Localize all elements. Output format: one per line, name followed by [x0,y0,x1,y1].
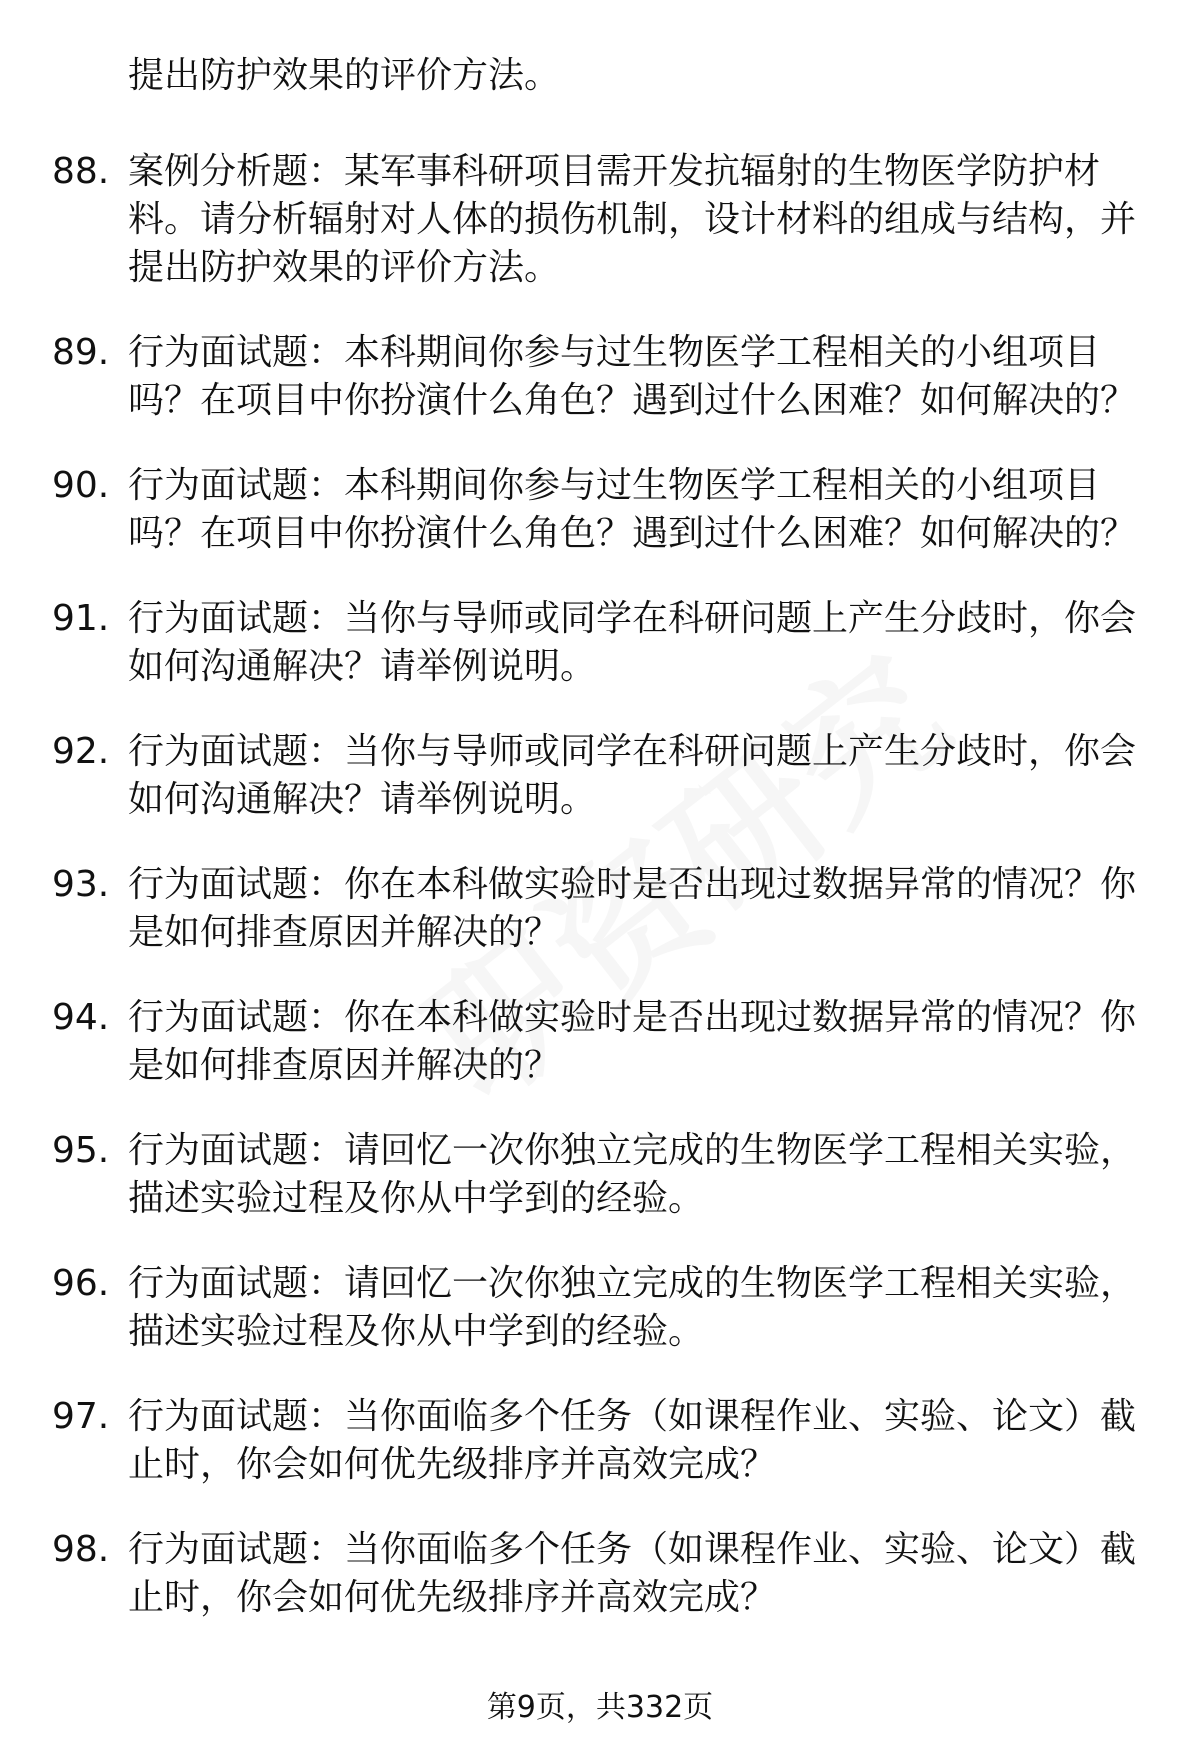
question-number: 95. [52,1130,110,1171]
question-item [0,148,1138,292]
question-text: 行为面试题：请回忆一次你独立完成的生物医学工程相关实验，描述实验过程及你从中学到的经验。 [128,1263,1137,1352]
question-number: 93. [52,864,110,905]
question-list [0,148,1200,1659]
question-number: 97. [52,1396,110,1437]
question-number: 89. [52,332,110,373]
question-item [0,861,1138,957]
question-item [0,595,1138,691]
question-text: 行为面试题：本科期间你参与过生物医学工程相关的小组项目吗？在项目中你扮演什么角色？遇到过什么困难？如何解决的？ [128,465,1137,554]
question-number: 90. [52,465,110,506]
question-text: 行为面试题：当你与导师或同学在科研问题上产生分歧时，你会如何沟通解决？请举例说明。 [128,598,1137,687]
question-number: 96. [52,1263,110,1304]
question-text: 案例分析题：某军事科研项目需开发抗辐射的生物医学防护材料。请分析辐射对人体的损伤机制，设计材料的组成与结构，并提出防护效果的评价方法。 [128,151,1137,288]
question-number: 88. [52,151,110,192]
question-text: 行为面试题：请回忆一次你独立完成的生物医学工程相关实验，描述实验过程及你从中学到的经验。 [128,1130,1137,1219]
question-item [0,994,1138,1090]
question-text: 行为面试题：当你面临多个任务（如课程作业、实验、论文）截止时，你会如何优先级排序并高效完成？ [128,1529,1137,1618]
page-footer: 第9页，共332页 [486,1690,714,1725]
question-item [0,1393,1138,1489]
question-item [0,728,1138,824]
question-text: 行为面试题：你在本科做实验时是否出现过数据异常的情况？你是如何排查原因并解决的？ [128,864,1137,953]
question-number: 91. [52,598,110,639]
question-text: 行为面试题：你在本科做实验时是否出现过数据异常的情况？你是如何排查原因并解决的？ [128,997,1137,1086]
question-number: 94. [52,997,110,1038]
question-item [0,1526,1138,1622]
question-number: 92. [52,731,110,772]
continuation-text: 提出防护效果的评价方法。 [128,55,561,96]
question-item [0,329,1138,425]
question-number: 98. [52,1529,110,1570]
question-text: 行为面试题：本科期间你参与过生物医学工程相关的小组项目吗？在项目中你扮演什么角色？遇到过什么困难？如何解决的？ [128,332,1137,421]
question-text: 行为面试题：当你面临多个任务（如课程作业、实验、论文）截止时，你会如何优先级排序并高效完成？ [128,1396,1137,1485]
question-item [0,462,1138,558]
question-item [0,1260,1138,1356]
question-item [0,1127,1138,1223]
question-text: 行为面试题：当你与导师或同学在科研问题上产生分歧时，你会如何沟通解决？请举例说明。 [128,731,1137,820]
